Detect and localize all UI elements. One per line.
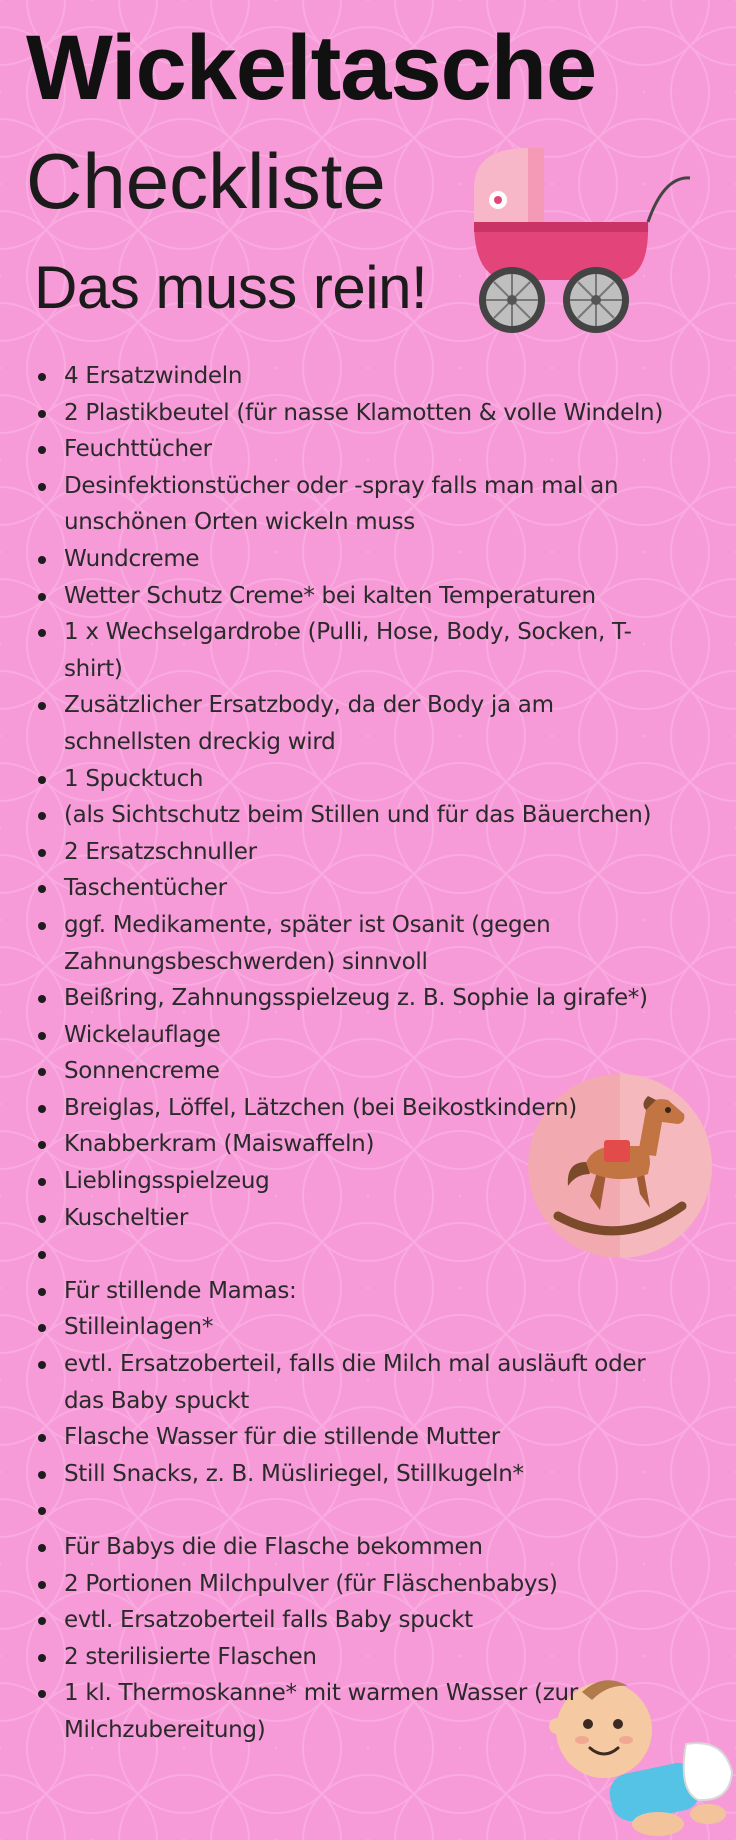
list-item — [36, 1675, 676, 1748]
list-item-text: Breiglas, Löffel, Lätzchen (bei Beikostkindern) — [64, 1094, 577, 1121]
page-subtitle: Checkliste — [26, 137, 386, 225]
list-item-text: Still Snacks, z. B. Müsliriegel, Stillkugeln* — [64, 1460, 524, 1487]
list-item-text: Taschentücher — [64, 875, 227, 902]
list-item-text: Knabberkram (Maiswaffeln) — [64, 1131, 375, 1158]
list-item-text: Feuchttücher — [64, 436, 212, 463]
list-item — [36, 1419, 676, 1456]
list-item-text: Stilleinlagen* — [64, 1314, 214, 1341]
list-item — [36, 1639, 676, 1676]
list-item-text: 2 sterilisierte Flaschen — [64, 1643, 317, 1670]
bullet-icon — [38, 446, 46, 454]
checklist — [36, 358, 676, 1749]
list-item-text: Beißring, Zahnungsspielzeug z. B. Sophie la girafe*) — [64, 985, 648, 1012]
list-item — [36, 1456, 676, 1493]
list-item — [36, 1236, 676, 1273]
bullet-icon — [38, 1032, 46, 1040]
list-item — [36, 431, 676, 468]
stroller-icon — [468, 140, 704, 340]
bullet-icon — [38, 1141, 46, 1149]
bullet-icon — [38, 1507, 46, 1515]
list-item — [36, 395, 676, 432]
list-item — [36, 1309, 676, 1346]
bullet-icon — [38, 1581, 46, 1589]
bullet-icon — [38, 922, 46, 930]
list-item — [36, 687, 676, 760]
list-item — [36, 614, 676, 687]
list-item — [36, 834, 676, 871]
list-item — [36, 541, 676, 578]
list-item — [36, 980, 676, 1017]
list-item-text: 2 Ersatzschnuller — [64, 838, 257, 865]
list-item-text: Für Babys die die Flasche bekommen — [64, 1534, 483, 1560]
list-item-text: Wickelauflage — [64, 1021, 221, 1048]
bullet-icon — [38, 1178, 46, 1186]
bullet-icon — [38, 702, 46, 710]
list-item — [36, 1090, 676, 1127]
bullet-icon — [38, 556, 46, 564]
list-item — [36, 1126, 676, 1163]
bullet-icon — [38, 1251, 46, 1259]
list-item — [36, 1529, 676, 1566]
list-item-text: Desinfektionstücher oder -spray falls man mal an unschönen Orten wickeln muss — [64, 472, 619, 536]
list-item — [36, 870, 676, 907]
list-item-text: (als Sichtschutz beim Stillen und für das Bäuerchen) — [64, 802, 652, 829]
bullet-icon — [38, 410, 46, 418]
list-item-text: 1 Spucktuch — [64, 765, 204, 792]
list-item-text: 2 Plastikbeutel (für nasse Klamotten & volle Windeln) — [64, 399, 664, 426]
list-item-text: ggf. Medikamente, später ist Osanit (gegen Zahnungsbeschwerden) sinnvoll — [64, 911, 551, 975]
list-item-text: 2 Portionen Milchpulver (für Fläschenbabys) — [64, 1570, 558, 1597]
bullet-icon — [38, 629, 46, 637]
list-item — [36, 1163, 676, 1200]
page-title: Wickeltasche — [26, 17, 597, 119]
list-item — [36, 1017, 676, 1054]
list-item-text: 4 Ersatzwindeln — [64, 363, 243, 389]
bullet-icon — [38, 1215, 46, 1223]
bullet-icon — [38, 373, 46, 381]
list-item — [36, 797, 676, 834]
bullet-icon — [38, 1105, 46, 1113]
list-item — [36, 578, 676, 615]
list-item — [36, 358, 676, 395]
bullet-icon — [38, 1068, 46, 1076]
list-item-text: Lieblingsspielzeug — [64, 1168, 270, 1195]
list-item — [36, 1273, 676, 1310]
list-item — [36, 1053, 676, 1090]
bullet-icon — [38, 1690, 46, 1698]
bullet-icon — [38, 1654, 46, 1662]
list-item-text: Sonnencreme — [64, 1058, 220, 1085]
bullet-icon — [38, 776, 46, 784]
bullet-icon — [38, 1617, 46, 1625]
list-item-text: Zusätzlicher Ersatzbody, da der Body ja am schnellsten dreckig wird — [64, 692, 554, 755]
list-item — [36, 1200, 676, 1237]
bullet-icon — [38, 995, 46, 1003]
list-item — [36, 1566, 676, 1603]
bullet-icon — [38, 812, 46, 820]
bullet-icon — [38, 593, 46, 601]
bullet-icon — [38, 1544, 46, 1552]
bullet-icon — [38, 1434, 46, 1442]
tagline: Das muss rein! — [34, 254, 428, 321]
list-item-text: Für stillende Mamas: — [64, 1277, 297, 1304]
list-item-text: Wetter Schutz Creme* bei kalten Temperaturen — [64, 582, 596, 609]
list-item-text: evtl. Ersatzoberteil falls Baby spuckt — [64, 1607, 473, 1634]
list-item — [36, 1602, 676, 1639]
bullet-icon — [38, 483, 46, 491]
bullet-icon — [38, 885, 46, 893]
list-item — [36, 761, 676, 798]
bullet-icon — [38, 1288, 46, 1296]
bullet-icon — [38, 1324, 46, 1332]
list-item — [36, 468, 676, 541]
list-item-text: Flasche Wasser für die stillende Mutter — [64, 1424, 500, 1451]
bullet-icon — [38, 1471, 46, 1479]
bullet-icon — [38, 849, 46, 857]
list-item-text: Wundcreme — [64, 545, 200, 572]
list-item — [36, 907, 676, 980]
list-item-text: 1 kl. Thermoskanne* mit warmen Wasser (zur Milchzubereitung) — [64, 1680, 578, 1743]
bullet-icon — [38, 1361, 46, 1369]
list-item-text: 1 x Wechselgardrobe (Pulli, Hose, Body, Socken, T-shirt) — [64, 619, 632, 682]
list-item-text: evtl. Ersatzoberteil, falls die Milch mal ausläuft oder das Baby spuckt — [64, 1351, 646, 1414]
list-item — [36, 1492, 676, 1529]
list-item-text: Kuscheltier — [64, 1204, 188, 1231]
list-item — [36, 1346, 676, 1419]
